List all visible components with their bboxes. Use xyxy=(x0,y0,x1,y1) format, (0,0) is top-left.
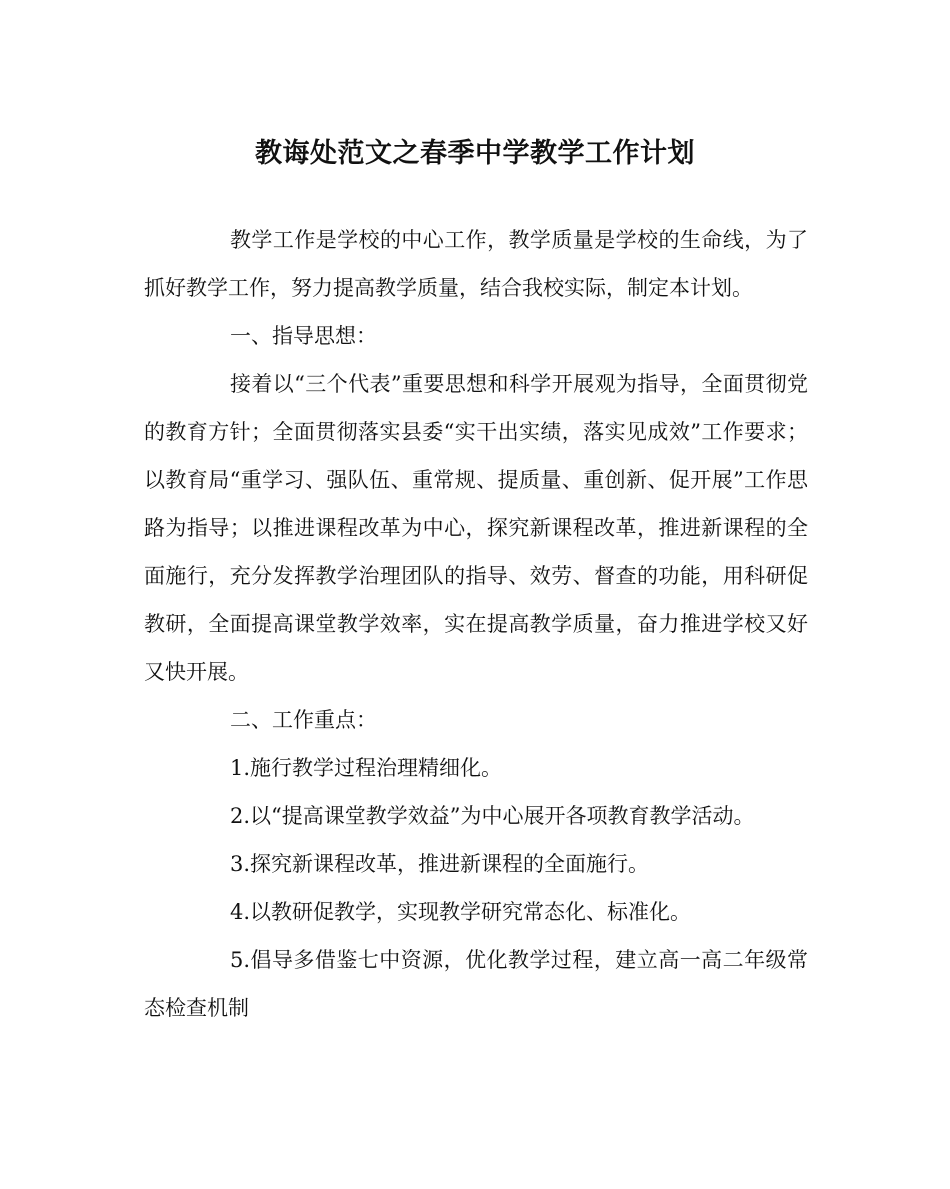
document-body xyxy=(144,216,808,1032)
paragraph-guiding-ideology: 接着以“三个代表”重要思想和科学开展观为指导，全面贯彻党的教育方针；全面贯彻落实县委“实干出实绩，落实见成效”工作要求；以教育局“重学习、强队伍、重常规、提质量、重创新、促开展”工作思路为指导；以推进课程改革为中心，探究新课程改革，推进新课程的全面施行，充分发挥教学治理团队的指导、效劳、督查的功能，用科研促教研，全面提高课堂教学效率，实在提高教学质量，奋力推进学校又好又快开展。 xyxy=(144,372,808,684)
list-item: 2.以“提高课堂教学效益”为中心展开各项教育教学活动。 xyxy=(230,804,755,828)
list-item: 1.施行教学过程治理精细化。 xyxy=(230,756,503,780)
list-item: 3.探究新课程改革，推进新课程的全面施行。 xyxy=(230,852,650,876)
list-item: 5.倡导多借鉴七中资源，优化教学过程，建立高一高二年级常态检查机制 xyxy=(144,948,808,1020)
paragraph-intro: 教学工作是学校的中心工作，教学质量是学校的生命线，为了抓好教学工作，努力提高教学质量，结合我校实际，制定本计划。 xyxy=(144,228,808,300)
list-item: 4.以教研促教学，实现教学研究常态化、标准化。 xyxy=(230,900,692,924)
heading-work-focus: 二、工作重点： xyxy=(230,708,377,732)
document-title: 教诲处范文之春季中学教学工作计划 xyxy=(255,138,695,169)
heading-guiding-ideology: 一、指导思想： xyxy=(230,324,377,348)
